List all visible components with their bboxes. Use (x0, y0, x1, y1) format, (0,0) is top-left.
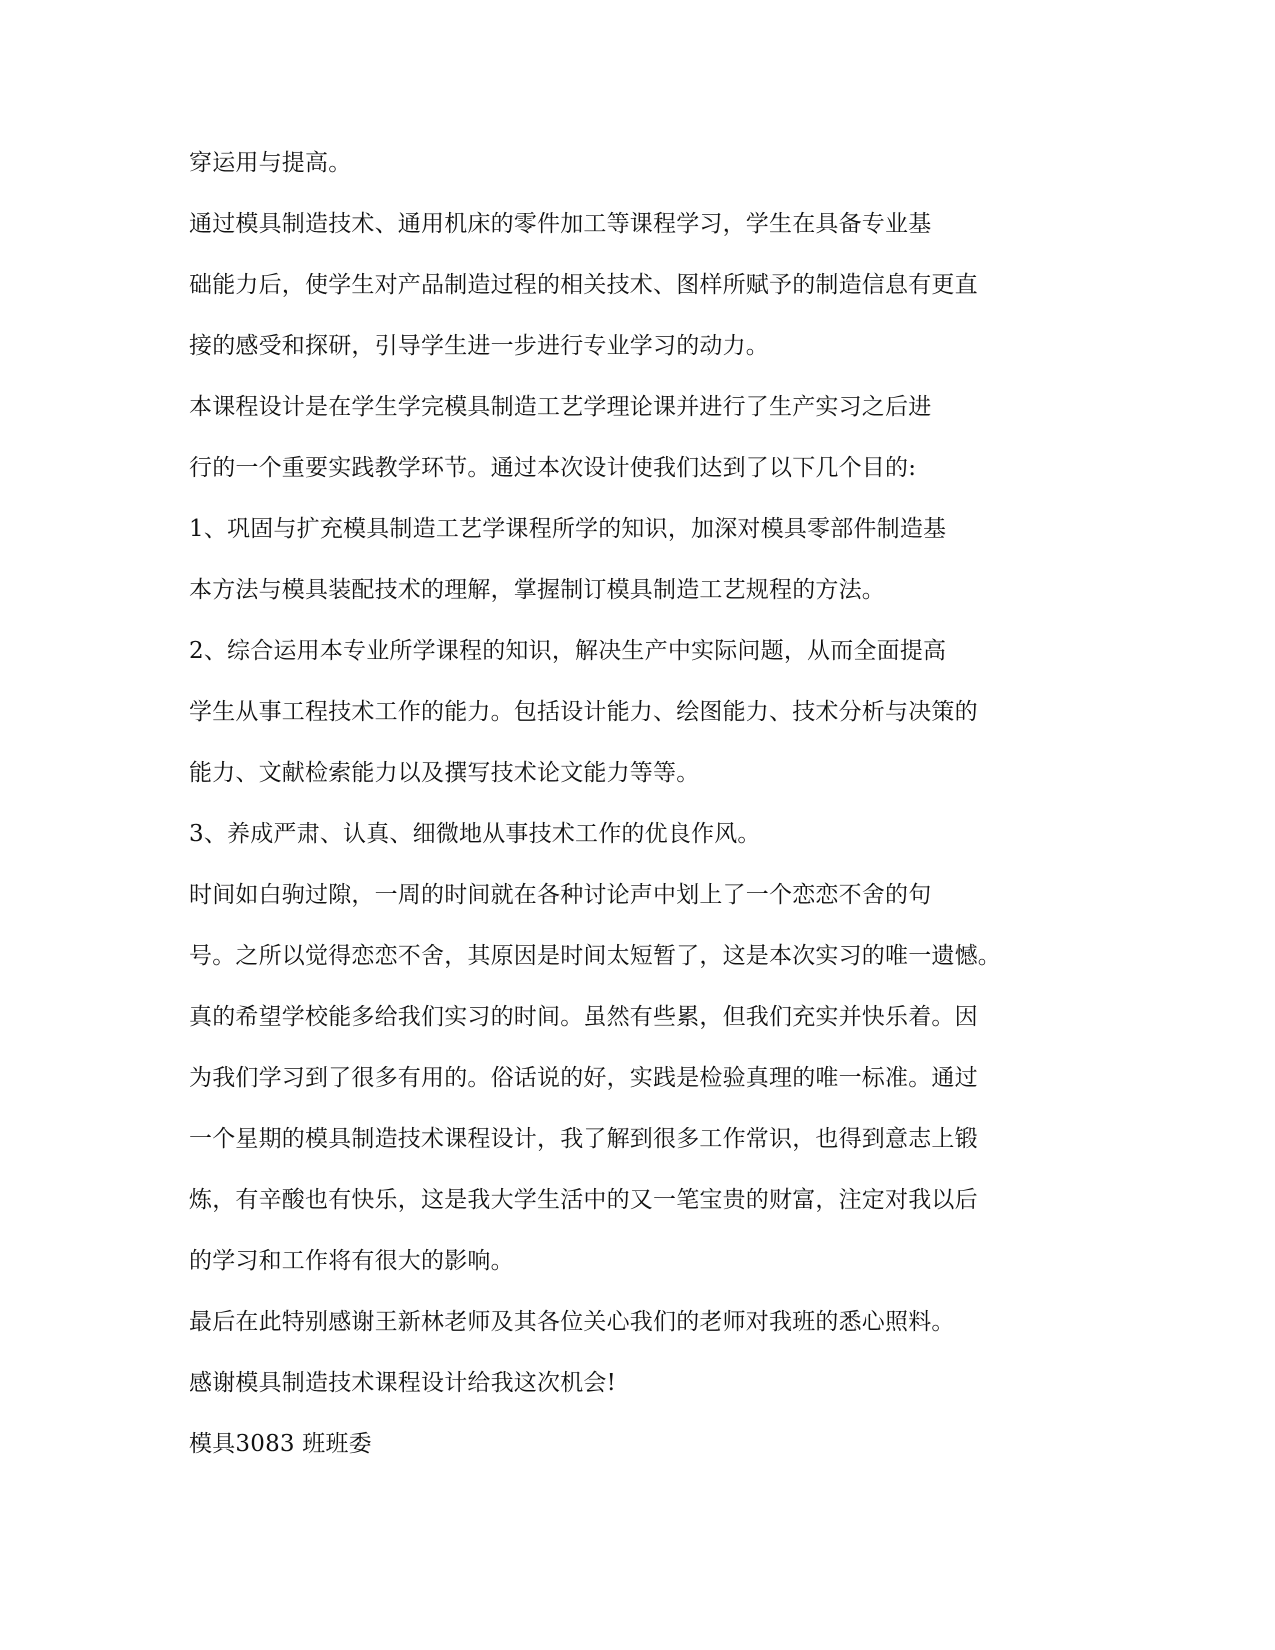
text-line-3: 础能力后，使学生对产品制造过程的相关技术、图样所赋予的制造信息有更直 (189, 272, 978, 298)
text-line-12: 3、养成严肃、认真、细微地从事技术工作的优良作风。 (189, 821, 761, 847)
text-line-20: 最后在此特别感谢王新林老师及其各位关心我们的老师对我班的悉心照料。 (189, 1309, 955, 1335)
text-line-11: 能力、文献检索能力以及撰写技术论文能力等等。 (189, 760, 700, 786)
text-line-13: 时间如白驹过隙，一周的时间就在各种讨论声中划上了一个恋恋不舍的句 (189, 882, 932, 908)
text-line-14: 号。之所以觉得恋恋不舍，其原因是时间太短暂了，这是本次实习的唯一遗憾。 (189, 943, 1001, 969)
text-line-18: 炼，有辛酸也有快乐，这是我大学生活中的又一笔宝贵的财富，注定对我以后 (189, 1187, 978, 1213)
text-line-4: 接的感受和探研，引导学生进一步进行专业学习的动力。 (189, 333, 769, 359)
text-line-1: 穿运用与提高。 (189, 150, 352, 176)
text-line-16: 为我们学习到了很多有用的。俗话说的好，实践是检验真理的唯一标准。通过 (189, 1065, 978, 1091)
text-line-15: 真的希望学校能多给我们实习的时间。虽然有些累，但我们充实并快乐着。因 (189, 1004, 978, 1030)
text-line-9: 2、综合运用本专业所学课程的知识，解决生产中实际问题，从而全面提高 (189, 638, 947, 664)
text-line-5: 本课程设计是在学生学完模具制造工艺学理论课并进行了生产实习之后进 (189, 394, 932, 420)
text-line-19: 的学习和工作将有很大的影响。 (189, 1248, 514, 1274)
text-line-7: 1、巩固与扩充模具制造工艺学课程所学的知识，加深对模具零部件制造基 (189, 516, 947, 542)
text-line-10: 学生从事工程技术工作的能力。包括设计能力、绘图能力、技术分析与决策的 (189, 699, 978, 725)
text-line-22: 模具3083 班班委 (189, 1431, 372, 1457)
text-line-21: 感谢模具制造技术课程设计给我这次机会! (189, 1370, 617, 1396)
text-line-6: 行的一个重要实践教学环节。通过本次设计使我们达到了以下几个目的: (189, 455, 917, 481)
text-line-8: 本方法与模具装配技术的理解，掌握制订模具制造工艺规程的方法。 (189, 577, 885, 603)
text-line-17: 一个星期的模具制造技术课程设计，我了解到很多工作常识，也得到意志上锻 (189, 1126, 978, 1152)
text-line-2: 通过模具制造技术、通用机床的零件加工等课程学习，学生在具备专业基 (189, 211, 932, 237)
